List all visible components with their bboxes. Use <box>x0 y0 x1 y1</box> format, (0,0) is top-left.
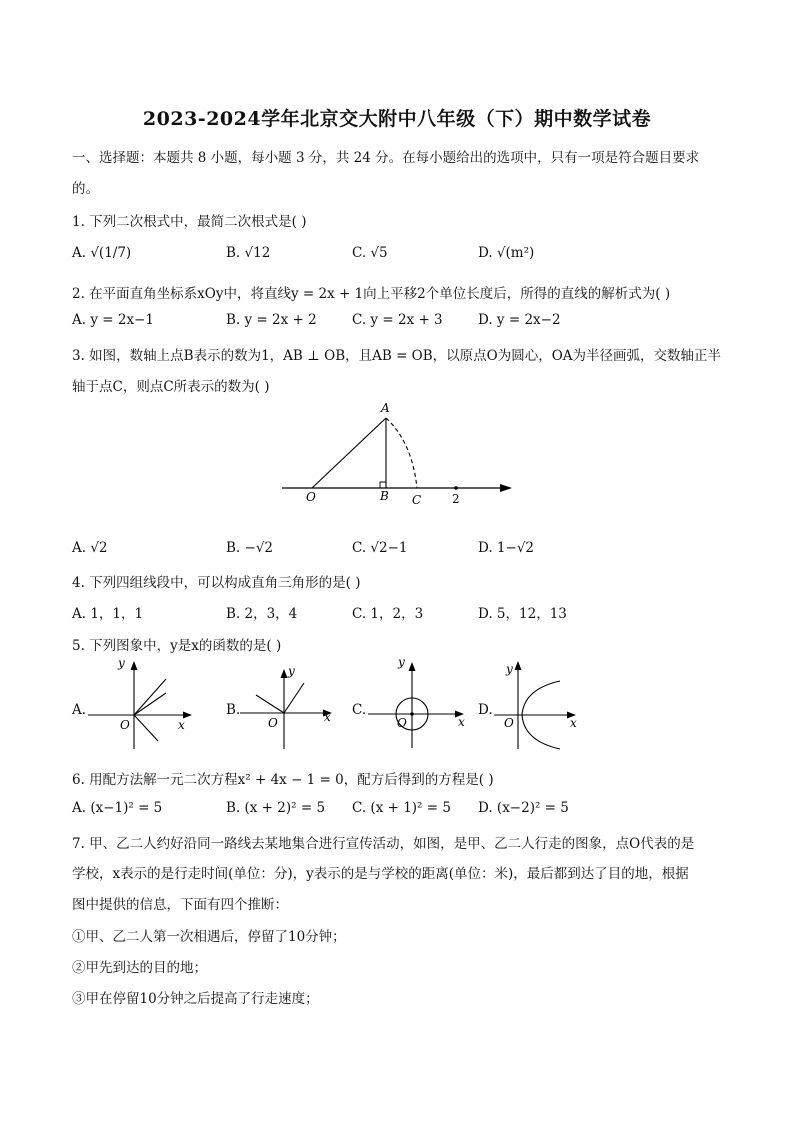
q6-option-b: B. (x + 2)² = 5 <box>226 800 326 816</box>
q4-stem: 4. 下列四组线段中，可以构成直角三角形的是( ) <box>72 575 361 591</box>
q7-item-2: ②甲先到达的目的地； <box>72 960 207 976</box>
section-heading-line2: 的。 <box>72 181 99 197</box>
q5-graph-d <box>490 655 602 751</box>
q6-option-c: C. (x + 1)² = 5 <box>352 800 451 816</box>
q1-option-c: C. √5 <box>352 245 388 261</box>
q2-option-c: C. y = 2x + 3 <box>352 312 443 328</box>
q5-graph-a <box>86 655 198 751</box>
q7-item-1: ①甲、乙二人第一次相遇后，停留了10分钟； <box>72 929 346 945</box>
label-o: O <box>306 490 316 504</box>
q3-stem-line1: 3. 如图，数轴上点B表示的数为1，AB ⊥ OB，且AB = OB，以原点O为圆心，OA为半径画弧，交数轴正半 <box>72 348 722 364</box>
q5-option-b-letter: B. <box>226 702 241 718</box>
q3-option-c: C. √2−1 <box>352 540 408 556</box>
q7-stem-line1: 7. 甲、乙二人约好沿同一路线去某地集合进行宣传活动，如图，是甲、乙二人行走的图象，点O代表的是 <box>72 836 695 852</box>
label-c: C <box>412 493 422 507</box>
q6-option-d: D. (x−2)² = 5 <box>478 800 569 816</box>
svg-text:O: O <box>268 716 278 730</box>
q2-option-d: D. y = 2x−2 <box>478 312 561 328</box>
label-b: B <box>380 489 389 503</box>
q3-stem-line2: 轴于点C，则点C所表示的数为( ) <box>72 379 270 395</box>
q1-option-b: B. √12 <box>226 245 271 261</box>
q6-option-a: A. (x−1)² = 5 <box>72 800 163 816</box>
q3-option-d: D. 1−√2 <box>478 540 535 556</box>
q7-stem-line3: 图中提供的信息，下面有四个推断： <box>72 897 288 913</box>
q5-option-c-letter: C. <box>352 702 367 718</box>
q5-graph-b <box>238 655 350 751</box>
svg-text:y: y <box>288 664 295 678</box>
q4-option-d: D. 5，12，13 <box>478 606 567 622</box>
q3-option-a: A. √2 <box>72 540 108 556</box>
q1-option-a: A. √(1/7) <box>72 245 132 261</box>
q5-stem: 5. 下列图象中，y是x的函数的是( ) <box>72 638 282 654</box>
segment-oa <box>312 418 386 488</box>
svg-text:O: O <box>504 716 514 730</box>
q2-stem: 2. 在平面直角坐标系xOy中，将直线y = 2x + 1向上平移2个单位长度后，所得的直线的解析式为( ) <box>72 286 671 302</box>
q3-number-line-figure <box>280 398 520 510</box>
q3-option-b: B. −√2 <box>226 540 274 556</box>
svg-text:x: x <box>324 710 331 724</box>
svg-text:x: x <box>570 716 577 730</box>
svg-text:y: y <box>398 655 405 669</box>
q1-option-d: D. √(m²) <box>478 245 535 261</box>
q5-option-d-letter: D. <box>478 702 493 718</box>
svg-text:x: x <box>458 715 465 729</box>
q2-option-a: A. y = 2x−1 <box>72 312 154 328</box>
svg-text:O: O <box>120 718 130 732</box>
q5-graph-c <box>366 650 478 750</box>
q7-stem-line2: 学校，x表示的是行走时间(单位：分)，y表示的是与学校的距离(单位：米)，最后都到达了目的地，根据 <box>72 866 689 882</box>
arc-ac <box>386 418 417 488</box>
right-angle-mark <box>380 482 386 488</box>
svg-text:O: O <box>397 716 407 730</box>
svg-text:y: y <box>506 662 513 676</box>
point-2-dot <box>454 486 458 490</box>
svg-text:x: x <box>178 718 185 732</box>
q7-item-3: ③甲在停留10分钟之后提高了行走速度； <box>72 991 319 1007</box>
q4-option-b: B. 2，3，4 <box>226 606 298 622</box>
q4-option-a: A. 1，1，1 <box>72 606 144 622</box>
page-title: 2023-2024学年北京交大附中八年级（下）期中数学试卷 <box>142 108 652 130</box>
label-a: A <box>381 401 390 415</box>
section-heading-line1: 一、选择题：本题共 8 小题，每小题 3 分，共 24 分。在每小题给出的选项中，只有一项是符合题目要求 <box>72 150 700 166</box>
q4-option-c: C. 1，2，3 <box>352 606 424 622</box>
q2-option-b: B. y = 2x + 2 <box>226 312 317 328</box>
q1-stem: 1. 下列二次根式中，最简二次根式是( ) <box>72 214 307 230</box>
label-two: 2 <box>452 492 460 506</box>
axis-arrow-head <box>500 484 512 492</box>
q5-option-a-letter: A. <box>72 702 87 718</box>
svg-text:y: y <box>118 656 125 670</box>
q6-stem: 6. 用配方法解一元二次方程x² + 4x − 1 = 0，配方后得到的方程是( ) <box>72 772 494 788</box>
